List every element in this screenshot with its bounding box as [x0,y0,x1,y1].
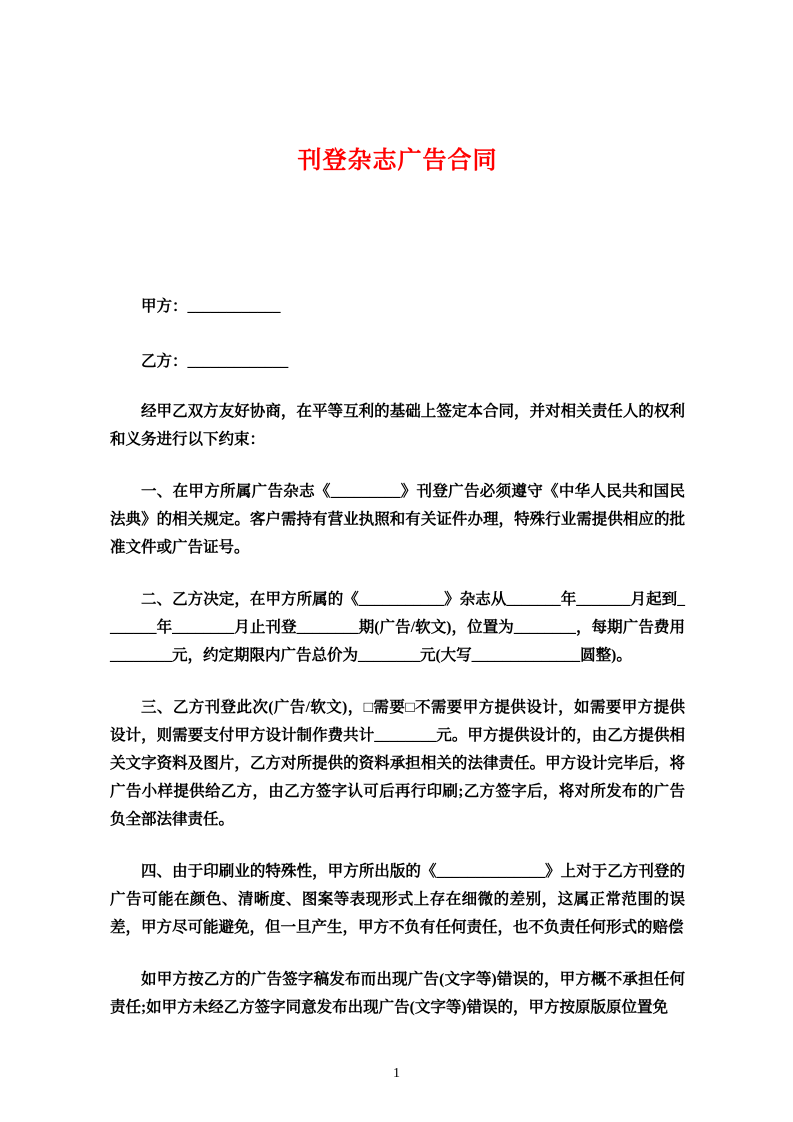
document-title: 刊登杂志广告合同 [297,147,498,174]
intro-paragraph: 经甲乙双方友好协商，在平等互利的基础上签定本合同，并对相关责任人的权利和义务进行以下约束： [110,403,685,448]
liability-paragraph: 如甲方按乙方的广告签字稿发布而出现广告(文字等)错误的，甲方概不承担任何责任;如甲方未经乙方签字同意发布出现广告(文字等)错误的，甲方按原版原位置免 [110,971,685,1016]
party-block [110,293,685,376]
party-a-line: 甲方：____________ [141,298,281,315]
clause-2-paragraph: 二、乙方决定，在甲方所属的《___________》杂志从_______年_______月起到_______年________月止刊登________期(广告/软文)，位置为________，每期广告费用________元，约定期限内广告总价为________元(大写______________圆整)。 [110,591,685,664]
page-number: 1 [393,1066,400,1081]
clause-3-paragraph: 三、乙方刊登此次(广告/软文)，□需要□不需要甲方提供设计，如需要甲方提供设计，则需要支付甲方设计制作费共计________元。甲方提供设计的，由乙方提供相关文字资料及图片，乙方对所提供的资料承担相关的法律责任。甲方设计完毕后，将广告小样提供给乙方，由乙方签字认可后再行印刷;乙方签字后，将对所发布的广告负全部法律责任。 [110,699,685,828]
clause-4-paragraph: 四、由于印刷业的特殊性，甲方所出版的《______________》上对于乙方刊登的广告可能在颜色、清晰度、图案等表现形式上存在细微的差别，这属正常范围的误差，甲方尽可能避免，但一旦产生，甲方不负有任何责任，也不负责任何形式的赔偿 [110,863,685,936]
clause-1-paragraph: 一、在甲方所属广告杂志《_________》刊登广告必须遵守《中华人民共和国民法典》的相关规定。客户需持有营业执照和有关证件办理，特殊行业需提供相应的批准文件或广告证号。 [110,483,685,556]
party-b-line: 乙方：_____________ [141,353,289,370]
